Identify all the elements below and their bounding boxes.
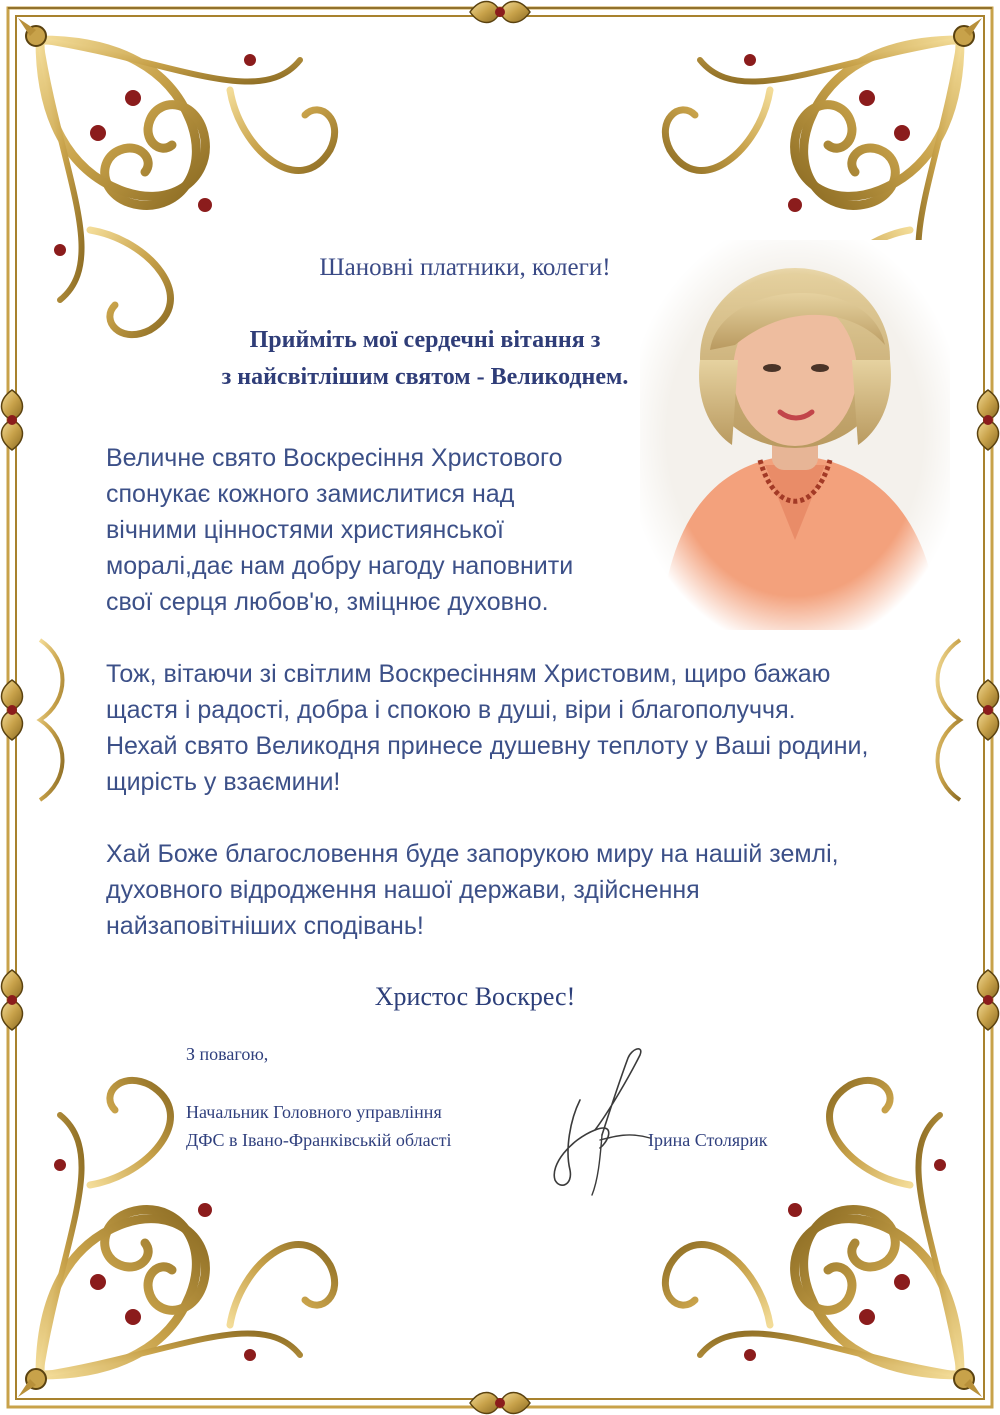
paragraph-line: Нехай свято Великодня принесе душевну теплоту у Ваші родини, [106,732,869,760]
paragraph-1 [106,440,626,620]
paragraph-line: Тож, вітаючи зі світлим Воскресінням Христовим, щиро бажаю [106,660,831,688]
paragraph-line: вічними цінностями християнської [106,516,504,544]
paragraph-2 [106,656,896,800]
heading-line-2: з найсвітлішим святом - Великоднем. [221,364,629,390]
paragraph-line: найзаповітніших сподівань! [106,912,424,940]
signer-title-line-1: Начальник Головного управління [186,1102,442,1122]
signature-image [540,1040,660,1200]
paragraph-3 [106,836,896,944]
regards-line: З повагою, [186,1044,269,1064]
paragraph-line: спонукає кожного замислитися над [106,480,515,508]
paragraph-line: моралі,дає нам добру нагоду наповнити [106,552,574,580]
paragraph-line: Величне свято Воскресіння Христового [106,444,563,472]
portrait-photo [640,240,950,630]
paragraph-line: духовного відродження нашої держави, здійснення [106,876,700,904]
heading-line-1: Прийміть мої сердечні вітання з [249,327,601,353]
paragraph-line: щастя і радості, добра і спокою в душі, віри і благополуччя. [106,696,796,724]
paragraph-line: свої серця любов'ю, зміцнює духовно. [106,588,549,616]
signer-title-line-2: ДФС в Івано-Франківській області [186,1130,452,1150]
signer-name: Ірина Столярик [648,1130,768,1150]
paragraph-line: Хай Боже благословення буде запорукою миру на нашій землі, [106,840,839,868]
closing-wish: Христос Воскрес! [374,982,576,1011]
greeting-line: Шановні платники, колеги! [319,254,611,281]
paragraph-line: щирість у взаємини! [106,768,341,796]
